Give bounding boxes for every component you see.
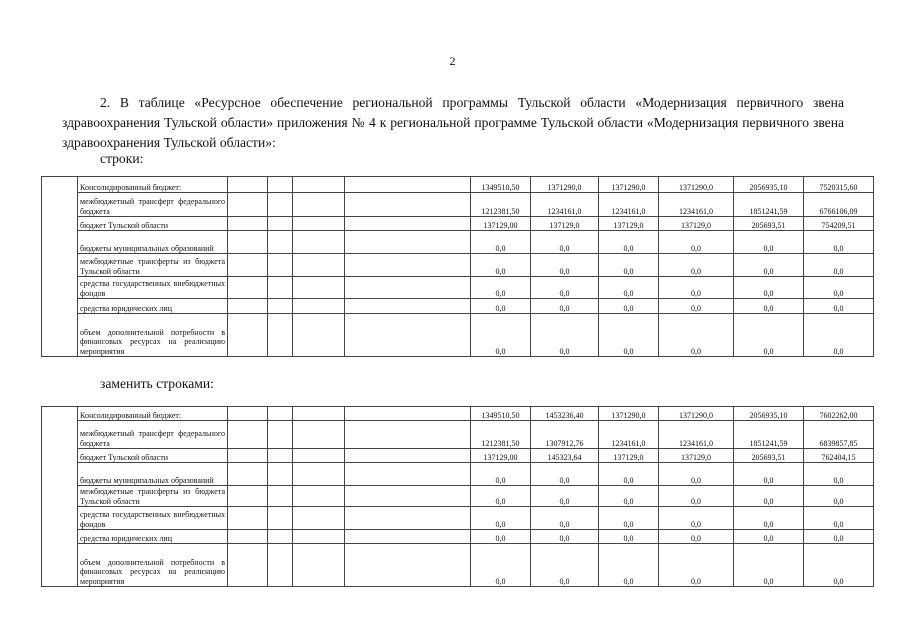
empty-cell — [293, 544, 345, 587]
value-cell: 0,0 — [531, 254, 599, 277]
row-name-cell: бюджеты муниципальных образований — [78, 463, 228, 486]
value-cell: 1371290,0 — [659, 177, 734, 193]
value-cell: 137129,00 — [471, 449, 531, 463]
value-cell: 0,0 — [804, 299, 874, 314]
value-cell: 0,0 — [734, 486, 804, 507]
empty-cell — [268, 314, 293, 357]
value-cell: 0,0 — [531, 486, 599, 507]
table-row — [42, 544, 874, 587]
empty-cell — [268, 217, 293, 231]
empty-cell — [228, 314, 268, 357]
empty-cell — [268, 486, 293, 507]
label-new-rows: заменить строками: — [100, 376, 214, 391]
value-cell: 6766106,09 — [804, 193, 874, 217]
empty-cell — [293, 407, 345, 421]
row-name-cell: межбюджетный трансферт федерального бюджета — [78, 421, 228, 449]
empty-cell — [345, 231, 471, 254]
value-cell: 1371290,0 — [599, 177, 659, 193]
row-name-cell: объем дополнительной потребности в финансовых ресурсах на реализацию мероприятия — [78, 314, 228, 357]
value-cell: 0,0 — [804, 254, 874, 277]
value-cell: 1234161,0 — [599, 421, 659, 449]
value-cell: 0,0 — [659, 463, 734, 486]
value-cell: 0,0 — [471, 530, 531, 544]
new-rows-table — [41, 406, 874, 587]
empty-cell — [293, 299, 345, 314]
value-cell: 137129,0 — [531, 217, 599, 231]
table-row — [42, 463, 874, 486]
value-cell: 0,0 — [531, 299, 599, 314]
table-row — [42, 217, 874, 231]
value-cell: 0,0 — [659, 254, 734, 277]
value-cell: 0,0 — [471, 544, 531, 587]
value-cell: 1851241,59 — [734, 193, 804, 217]
empty-cell — [293, 486, 345, 507]
value-cell: 0,0 — [804, 231, 874, 254]
empty-cell — [228, 449, 268, 463]
empty-cell — [293, 193, 345, 217]
value-cell: 137129,0 — [659, 217, 734, 231]
value-cell: 0,0 — [531, 277, 599, 299]
value-cell: 0,0 — [734, 299, 804, 314]
empty-cell — [268, 177, 293, 193]
value-cell: 0,0 — [531, 530, 599, 544]
value-cell: 1234161,0 — [659, 421, 734, 449]
value-cell: 0,0 — [471, 507, 531, 530]
empty-cell — [293, 314, 345, 357]
empty-cell — [268, 544, 293, 587]
empty-cell — [228, 407, 268, 421]
row-name-cell: бюджет Тульской области — [78, 217, 228, 231]
empty-cell — [268, 449, 293, 463]
value-cell: 0,0 — [471, 254, 531, 277]
empty-cell — [345, 314, 471, 357]
value-cell: 0,0 — [734, 463, 804, 486]
merged-empty-cell — [42, 177, 78, 357]
empty-cell — [293, 177, 345, 193]
value-cell: 0,0 — [804, 530, 874, 544]
empty-cell — [293, 530, 345, 544]
value-cell: 754209,51 — [804, 217, 874, 231]
value-cell: 0,0 — [471, 486, 531, 507]
row-name-cell: средства государственных внебюджетных фондов — [78, 277, 228, 299]
empty-cell — [345, 299, 471, 314]
row-name-cell: средства юридических лиц — [78, 530, 228, 544]
empty-cell — [293, 217, 345, 231]
value-cell: 205693,51 — [734, 449, 804, 463]
table-row — [42, 530, 874, 544]
page-number: 2 — [449, 54, 456, 68]
empty-cell — [345, 530, 471, 544]
table-row — [42, 277, 874, 299]
empty-cell — [268, 507, 293, 530]
value-cell: 0,0 — [599, 254, 659, 277]
value-cell: 0,0 — [531, 314, 599, 357]
table-row — [42, 254, 874, 277]
row-name-cell: Консолидированный бюджет: — [78, 407, 228, 421]
empty-cell — [228, 544, 268, 587]
table-row — [42, 314, 874, 357]
value-cell: 0,0 — [659, 231, 734, 254]
value-cell: 1212381,50 — [471, 421, 531, 449]
value-cell: 0,0 — [734, 530, 804, 544]
value-cell: 0,0 — [659, 507, 734, 530]
value-cell: 1453236,40 — [531, 407, 599, 421]
value-cell: 0,0 — [659, 544, 734, 587]
row-name-cell: средства государственных внебюджетных фондов — [78, 507, 228, 530]
value-cell: 762404,15 — [804, 449, 874, 463]
empty-cell — [268, 530, 293, 544]
empty-cell — [293, 449, 345, 463]
empty-cell — [228, 530, 268, 544]
empty-cell — [345, 507, 471, 530]
empty-cell — [293, 421, 345, 449]
value-cell: 137129,00 — [471, 217, 531, 231]
value-cell: 6839857,85 — [804, 421, 874, 449]
value-cell: 0,0 — [734, 314, 804, 357]
table-row — [42, 449, 874, 463]
value-cell: 0,0 — [599, 486, 659, 507]
value-cell: 0,0 — [471, 277, 531, 299]
value-cell: 0,0 — [804, 507, 874, 530]
value-cell: 7520315,60 — [804, 177, 874, 193]
empty-cell — [228, 217, 268, 231]
value-cell: 0,0 — [804, 314, 874, 357]
value-cell: 0,0 — [804, 277, 874, 299]
row-name-cell: объем дополнительной потребности в финансовых ресурсах на реализацию мероприятия — [78, 544, 228, 587]
empty-cell — [228, 231, 268, 254]
empty-cell — [293, 231, 345, 254]
empty-cell — [345, 277, 471, 299]
empty-cell — [345, 407, 471, 421]
value-cell: 1349510,50 — [471, 407, 531, 421]
value-cell: 0,0 — [599, 463, 659, 486]
row-name-cell: Консолидированный бюджет: — [78, 177, 228, 193]
value-cell: 0,0 — [531, 463, 599, 486]
value-cell: 0,0 — [734, 277, 804, 299]
merged-empty-cell — [42, 407, 78, 587]
table-row — [42, 407, 874, 421]
empty-cell — [345, 463, 471, 486]
value-cell: 0,0 — [599, 507, 659, 530]
value-cell: 1212381,50 — [471, 193, 531, 217]
empty-cell — [268, 463, 293, 486]
empty-cell — [268, 231, 293, 254]
empty-cell — [228, 177, 268, 193]
empty-cell — [228, 507, 268, 530]
empty-cell — [345, 449, 471, 463]
value-cell: 0,0 — [804, 544, 874, 587]
row-name-cell: средства юридических лиц — [78, 299, 228, 314]
value-cell: 0,0 — [531, 507, 599, 530]
old-rows-table — [41, 176, 874, 357]
value-cell: 7602262,00 — [804, 407, 874, 421]
empty-cell — [345, 254, 471, 277]
empty-cell — [228, 299, 268, 314]
value-cell: 0,0 — [734, 507, 804, 530]
table-row — [42, 486, 874, 507]
empty-cell — [293, 507, 345, 530]
empty-cell — [268, 277, 293, 299]
value-cell: 1371290,0 — [531, 177, 599, 193]
instruction-paragraph: 2. В таблице «Ресурсное обеспечение региональной программы Тульской области «Модернизация первичного звена здравоохранения Тульской области» приложения № 4 к региональной программе Тульской области «Модернизация первичного звена здравоохранения Тульской области»: — [62, 95, 844, 150]
empty-cell — [345, 217, 471, 231]
value-cell: 0,0 — [804, 463, 874, 486]
value-cell: 0,0 — [659, 314, 734, 357]
label-old-rows: строки: — [100, 151, 144, 166]
value-cell: 1234161,0 — [599, 193, 659, 217]
value-cell: 2056935,10 — [734, 177, 804, 193]
value-cell: 1307912,76 — [531, 421, 599, 449]
empty-cell — [345, 421, 471, 449]
row-name-cell: межбюджетные трансферты из бюджета Тульской области — [78, 486, 228, 507]
table-row — [42, 507, 874, 530]
empty-cell — [268, 299, 293, 314]
value-cell: 0,0 — [659, 486, 734, 507]
value-cell: 0,0 — [734, 544, 804, 587]
value-cell: 0,0 — [599, 544, 659, 587]
table-row — [42, 177, 874, 193]
empty-cell — [293, 463, 345, 486]
empty-cell — [345, 193, 471, 217]
empty-cell — [293, 277, 345, 299]
value-cell: 0,0 — [659, 299, 734, 314]
row-name-cell: бюджеты муниципальных образований — [78, 231, 228, 254]
empty-cell — [293, 254, 345, 277]
value-cell: 1851241,59 — [734, 421, 804, 449]
table-row — [42, 299, 874, 314]
value-cell: 0,0 — [734, 254, 804, 277]
value-cell: 2056935,10 — [734, 407, 804, 421]
value-cell: 205693,51 — [734, 217, 804, 231]
value-cell: 0,0 — [734, 231, 804, 254]
empty-cell — [268, 254, 293, 277]
value-cell: 0,0 — [659, 277, 734, 299]
value-cell: 137129,0 — [599, 449, 659, 463]
value-cell: 1371290,0 — [659, 407, 734, 421]
row-name-cell: бюджет Тульской области — [78, 449, 228, 463]
empty-cell — [268, 193, 293, 217]
table-row — [42, 231, 874, 254]
value-cell: 145323,64 — [531, 449, 599, 463]
value-cell: 0,0 — [471, 314, 531, 357]
value-cell: 0,0 — [471, 463, 531, 486]
value-cell: 1234161,0 — [659, 193, 734, 217]
value-cell: 0,0 — [531, 544, 599, 587]
value-cell: 0,0 — [471, 231, 531, 254]
row-name-cell: межбюджетные трансферты из бюджета Тульской области — [78, 254, 228, 277]
value-cell: 0,0 — [599, 277, 659, 299]
value-cell: 0,0 — [599, 231, 659, 254]
value-cell: 0,0 — [599, 299, 659, 314]
value-cell: 0,0 — [599, 314, 659, 357]
value-cell: 137129,0 — [659, 449, 734, 463]
value-cell: 0,0 — [599, 530, 659, 544]
empty-cell — [228, 421, 268, 449]
empty-cell — [228, 254, 268, 277]
empty-cell — [228, 486, 268, 507]
empty-cell — [268, 421, 293, 449]
value-cell: 1371290,0 — [599, 407, 659, 421]
value-cell: 0,0 — [804, 486, 874, 507]
table-row — [42, 193, 874, 217]
value-cell: 0,0 — [531, 231, 599, 254]
empty-cell — [228, 277, 268, 299]
empty-cell — [345, 486, 471, 507]
value-cell: 1234161,0 — [531, 193, 599, 217]
value-cell: 0,0 — [471, 299, 531, 314]
table-row — [42, 421, 874, 449]
row-name-cell: межбюджетный трансферт федерального бюджета — [78, 193, 228, 217]
empty-cell — [228, 193, 268, 217]
value-cell: 0,0 — [659, 530, 734, 544]
empty-cell — [268, 407, 293, 421]
value-cell: 1349510,50 — [471, 177, 531, 193]
empty-cell — [345, 544, 471, 587]
empty-cell — [345, 177, 471, 193]
empty-cell — [228, 463, 268, 486]
value-cell: 137129,0 — [599, 217, 659, 231]
